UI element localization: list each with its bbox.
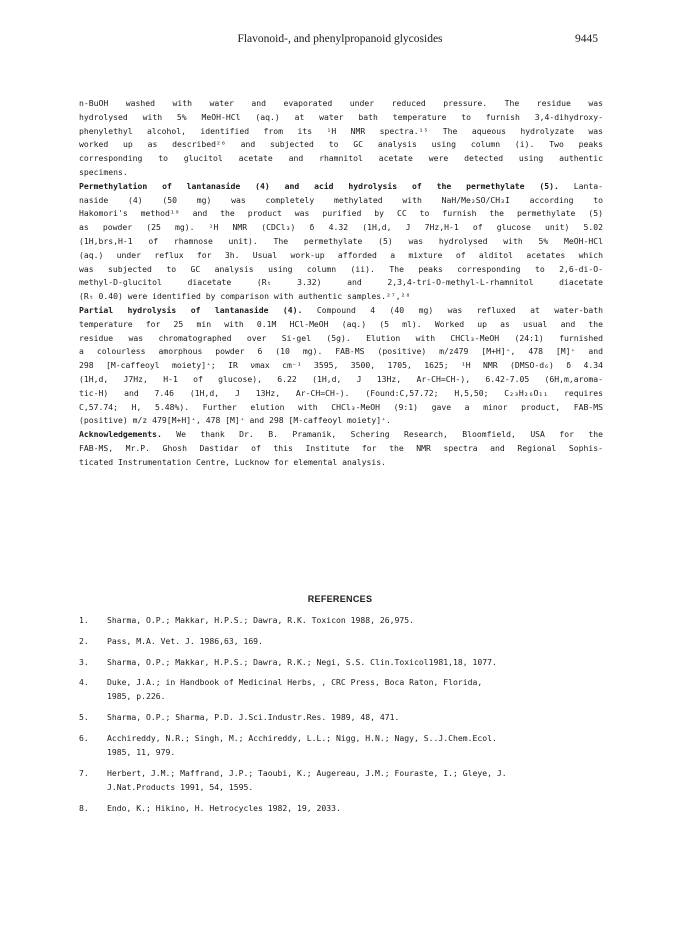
reference-text xyxy=(107,731,603,759)
body-line xyxy=(79,387,603,401)
body-line-text: hydrolysed with 5% MeOH-HCl (aq.) at water bath temperature to furnish 3,4-dihydroxy- xyxy=(79,111,603,122)
page-number: 9445 xyxy=(575,33,598,45)
body-line xyxy=(79,194,603,208)
reference-number: 1. xyxy=(79,615,89,625)
body-line xyxy=(79,414,603,428)
body-line-text: worked up as described²⁶ and subjected to GC analysis using column (i). Two peaks xyxy=(79,139,603,150)
reference-text xyxy=(107,710,603,724)
body-line-text: Compound 4 (40 mg) was refluxed at water-bath xyxy=(302,304,604,315)
reference-line: J.Nat.Products 1991, 54, 1595. xyxy=(107,781,254,792)
body-line-text: methyl-D-glucitol diacetate (Rₜ 3.32) and 2,3,4-tri-O-methyl-L-rhamnitol diacetate xyxy=(79,277,603,288)
body-line-text: 298 [M-caffeoyl moiety]⁺; IR νmax cm⁻¹ 3595, 3500, 1705, 1625; ¹H NMR (DMSO-d₆) δ 4.34 xyxy=(79,360,603,371)
body-line-text: FAB-MS, Mr.P. Ghosh Dastidar of this Institute for the NMR spectra and Regional Sophis- xyxy=(79,442,603,453)
body-line xyxy=(79,456,603,470)
reference-number: 6. xyxy=(79,732,89,743)
reference-text xyxy=(107,655,603,669)
references-heading: REFERENCES xyxy=(307,594,373,604)
reference-line: Herbert, J.M.; Maffrand, J.P.; Taoubi, K.; Augereau, J.M.; Fouraste, I.; Gleye, J. xyxy=(107,767,507,778)
reference-line: Sharma, O.P.; Sharma, P.D. J.Sci.Industr.Res. 1989, 48, 471. xyxy=(107,712,400,723)
body-line xyxy=(79,290,603,304)
body-line xyxy=(79,249,603,263)
section-heading: Permethylation of lantanaside (4) and acid hydrolysis of the permethylate (5). xyxy=(79,180,559,191)
body-line xyxy=(79,138,603,152)
body-line-text: specimens. xyxy=(79,166,128,177)
body-line-text: corresponding to glucitol acetate and rhamnitol acetate were detected using authentic xyxy=(79,153,603,164)
reference-text xyxy=(107,675,603,703)
body-line-text: n-BuOH washed with water and evaporated under reduced pressure. The residue was xyxy=(79,98,603,108)
reference-text xyxy=(107,766,603,794)
body-line-text: (1H,d, J7Hz, H-1 of glucose), 6.22 (1H,d, J 13Hz, Ar-CH=CH-), 6.42-7.05 (6H,m,aroma- xyxy=(79,373,603,384)
reference-line: Sharma, O.P.; Makkar, H.P.S.; Dawra, R.K. Toxicon 1988, 26,975. xyxy=(107,615,414,625)
body-line-text: We thank Dr. B. Pramanik, Schering Research, Bloomfield, USA for the xyxy=(161,429,603,440)
body-line-text: tic-H) and 7.46 (1H,d, J 13Hz, Ar-CH=CH-). (Found:C,57.72; H,5,50; C₂₃H₂₆O₁₁ requires xyxy=(79,387,603,398)
reference-line: Sharma, O.P.; Makkar, H.P.S.; Dawra, R.K.; Negi, S.S. Clin.Toxicol1981,18, 1077. xyxy=(107,656,497,667)
reference-item xyxy=(79,731,603,759)
body-line xyxy=(79,332,603,346)
reference-line: 1985, 11, 979. xyxy=(107,746,176,757)
body-line xyxy=(79,111,603,125)
body-line xyxy=(79,345,603,359)
body-line-text: temperature for 25 min with 0.1M HCl-MeOH (aq.) (5 ml). Worked up as usual and the xyxy=(79,318,603,329)
body-line xyxy=(79,373,603,387)
body-line xyxy=(79,207,603,221)
reference-item xyxy=(79,766,603,794)
reference-number: 8. xyxy=(79,802,89,813)
reference-line: Pass, M.A. Vet. J. 1986,63, 169. xyxy=(107,635,263,646)
body-line xyxy=(79,304,603,318)
body-line xyxy=(79,97,603,111)
body-line xyxy=(79,401,603,415)
body-line-text: was subjected to GC analysis using column (ii). The peaks corresponding to 2,6-di-O- xyxy=(79,263,603,274)
reference-line: Endo, K.; Hikino, H. Hetrocycles 1982, 19, 2033. xyxy=(107,802,341,813)
reference-item xyxy=(79,634,603,648)
body-line xyxy=(79,263,603,277)
reference-line: 1985, p.226. xyxy=(107,691,166,702)
body-text xyxy=(79,97,603,470)
body-line xyxy=(79,428,603,442)
reference-line: Acchireddy, N.R.; Singh, M.; Acchireddy, L.L.; Nigg, H.N.; Nagy, S..J.Chem.Ecol. xyxy=(107,732,497,743)
body-line xyxy=(79,125,603,139)
reference-list xyxy=(79,613,603,821)
body-line xyxy=(79,166,603,180)
body-line-text: a colourless amorphous powder 6 (10 mg). FAB-MS (positive) m/z479 [M+H]⁺, 478 [M]⁺ and xyxy=(79,346,603,357)
section-heading: Partial hydrolysis of lantanaside (4). xyxy=(79,304,303,315)
body-line xyxy=(79,359,603,373)
body-line-text: C,57.74; H, 5.48%). Further elution with CHCl₃-MeOH (9:1) gave a minor product, FAB-MS xyxy=(79,401,603,412)
body-line xyxy=(79,318,603,332)
body-line xyxy=(79,221,603,235)
reference-line: Duke, J.A.; in Handbook of Medicinal Herbs, , CRC Press, Boca Raton, Florida, xyxy=(107,677,483,688)
body-line-text: naside (4) (50 mg) was completely methylated with NaH/Me₂SO/CH₃I according to xyxy=(79,194,603,205)
reference-number: 5. xyxy=(79,712,89,723)
reference-item xyxy=(79,613,603,627)
body-line-text: phenylethyl alcohol, identified from its ¹H NMR spectra.¹⁵ The aqueous hydrolyzate was xyxy=(79,125,603,136)
reference-text xyxy=(107,801,603,815)
body-line xyxy=(79,235,603,249)
running-header-title: Flavonoid-, and phenylpropanoid glycosides xyxy=(237,33,443,45)
reference-text xyxy=(107,613,603,627)
body-line xyxy=(79,276,603,290)
body-line-text: (1H,brs,H-1 of rhamnose unit). The permethylate (5) was hydrolysed with 5% MeOH-HCl xyxy=(79,235,603,246)
reference-item xyxy=(79,655,603,669)
body-line-text: (positive) m/z 479[M+H]⁺, 478 [M]⁺ and 298 [M-caffeoyl moiety]⁺. xyxy=(79,415,391,426)
reference-number: 3. xyxy=(79,656,89,667)
body-line-text: Lanta- xyxy=(558,180,603,191)
body-line-text: residue was chromatographed over Si-gel (5g). Elution with CHCl₃-MeOH (24:1) furnished xyxy=(79,332,603,343)
section-heading: Acknowledgements. xyxy=(79,429,162,440)
body-line xyxy=(79,152,603,166)
body-line-text: ticated Instrumentation Centre, Lucknow for elemental analysis. xyxy=(79,456,386,467)
reference-text xyxy=(107,634,603,648)
body-line xyxy=(79,180,603,194)
reference-number: 2. xyxy=(79,635,89,646)
reference-item xyxy=(79,710,603,724)
body-line-text: Hakomori's method¹⁹ and the product was purified by CC to furnish the permethylate (5) xyxy=(79,208,603,219)
reference-number: 4. xyxy=(79,677,89,688)
reference-item xyxy=(79,801,603,815)
body-line-text: (aq.) under reflux for 3h. Usual work-up afforded a mixture of alditol acetates which xyxy=(79,249,603,260)
body-line-text: as powder (25 mg). ¹H NMR (CDCl₃) δ 4.32 (1H,d, J 7Hz,H-1 of glucose unit) 5.02 xyxy=(79,222,603,233)
body-line xyxy=(79,442,603,456)
body-line-text: (Rₜ 0.40) were identified by comparison with authentic samples.²⁷,²⁸ xyxy=(79,291,411,302)
reference-item xyxy=(79,675,603,703)
reference-number: 7. xyxy=(79,767,89,778)
